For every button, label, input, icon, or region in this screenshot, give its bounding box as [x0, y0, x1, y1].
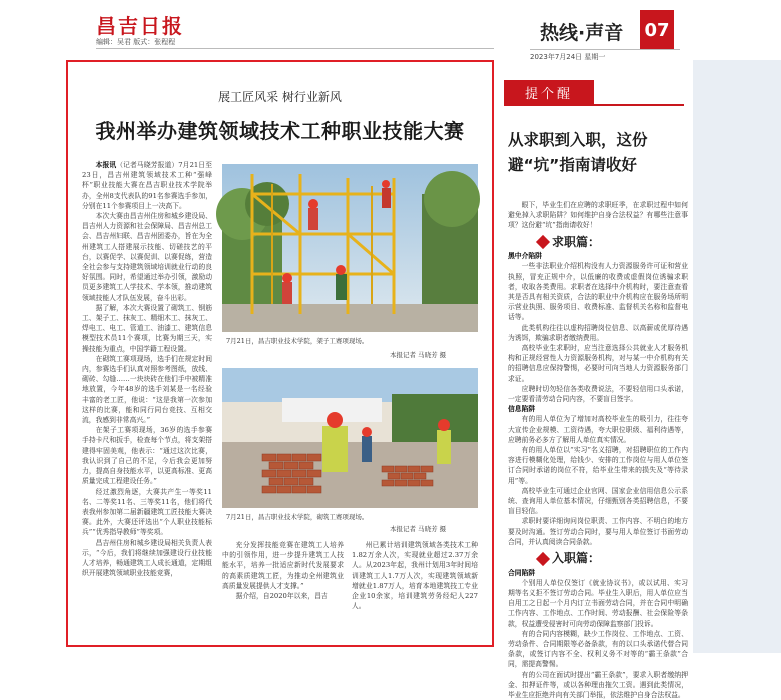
- story-paragraph: 在架子工赛项现场，36岁的选手参赛手持卡尺和扳手，检查每个节点，将支架搭建得牢固美观，他表示：“通过这次比赛，我认识到了自己的不足，今后我会更加努力，提高自身技能水平，以更高标准、更高质量完成工程建设任务。”: [82, 426, 212, 486]
- story-column-1: [82, 160, 212, 638]
- sidebar-paragraph: 有的用人单位以“实习”名义招聘，对招聘职位的工作内容进行模糊化处理，给钱少、安排的工作岗位与用人单位签订合同时承诺的岗位不符，给毕业生带来的损失及“等待录用”等。: [508, 445, 688, 485]
- section-title: 热线·声音: [540, 22, 624, 44]
- photo-caption: 7月21日，昌吉职业技术学院，砌筑工赛项现场。: [226, 513, 369, 521]
- section-rule: [530, 49, 680, 50]
- photo-credit: 本报记者 马晓芳 摄: [390, 525, 447, 533]
- masthead-rule: [96, 48, 494, 49]
- sidebar-paragraph: 有的合同内容模糊，缺少工作岗位、工作地点、工资、劳动条件、合同期限等必备条款，有的以口头承诺代替合同条款，或签订内容不全、权利义务不对等的“霸王条款”合同，需提高警惕。: [508, 629, 688, 669]
- sidebar-paragraph: 高校毕业生可通过企业官网、国家企业信用信息公示系统、查询用人单位基本情况，仔细甄别各类招聘信息，不要盲目轻信。: [508, 486, 688, 516]
- story-paragraph: 在砌筑工赛项现场，选手们在规定时间内，参赛选手们认真对照参考图纸，放线、砌砖、勾缝……一块块砖在他们手中被精准地放置，今年48岁的选手刘某是一名经验丰富的老工匠，他说：“这是我第一次参加这样的比赛，能和同行同台竞技、互相交流，我感到非常高兴。”: [82, 354, 212, 425]
- sidebar-intro: 眼下，毕业生们在应聘的求职旺季，在求职过程中如何避免掉入求职陷阱？如何维护自身合法权益？有哪些注意事项？这份避“坑”指南请收好！: [508, 201, 688, 230]
- reminder-rule: [504, 104, 684, 106]
- page-number-box: 07: [640, 10, 674, 50]
- section-heading-onboarding: 入职篇：: [538, 553, 688, 564]
- story-column-2: [222, 540, 344, 640]
- issue-date: 2023年7月24日 星期一: [530, 53, 606, 61]
- photo-scaffolding-contest: [222, 164, 478, 332]
- story-lead-paragraph: 本报讯（记者马晓芳报道）7月21日至23日，昌吉州建筑领域技术工种“强峰杯”职业技能大赛在昌吉职业技术学院举办，全州8支代表队的91名参赛选手参加，分别在11个参赛项目上一决高下。: [82, 161, 212, 210]
- subsection-heading: 合同陷阱: [508, 568, 536, 577]
- sidebar-paragraph: 求职时要详细询问岗位职责、工作内容、不明白的地方要及时沟通。签订劳动合同时，要与用人单位签订书面劳动合同，并认真阅读合同条款。: [508, 517, 688, 546]
- editor-credits: 编辑：吴君 版式：张程程: [96, 38, 176, 46]
- story-paragraph: 昌吉州住房和城乡建设局相关负责人表示，“今后，我们将继续加强建设行业技能人才培养，畅通建筑工人成长通道，定期组织开展建筑领域职业技能竞赛，: [82, 538, 212, 578]
- story-paragraph: 据了解，本次大赛设置了砌筑工、钢筋工、架子工、抹灰工、精细木工、抹灰工、焊电工、电工、管道工、油漆工、建筑信息模型技术员11个赛项，比赛为期三天，实操技能为重点，中国学籍工程设置。: [82, 303, 212, 353]
- story-kicker: 展工匠风采 树行业新风: [218, 90, 342, 104]
- section-heading-job-hunting: 求职篇：: [538, 237, 688, 248]
- sidebar-paragraph: 个别用人单位仅签订《就业协议书》，或以试用、实习期等名义拒不签订劳动合同。毕业生入职后，用人单位应当自用工之日起一个月内订立书面劳动合同，并在合同中明确工作内容、工作地点、工作时间、劳动报酬、社会保险等条款，权益遭受侵害时可向劳动保障监察部门投诉。: [508, 578, 688, 628]
- reminder-tag: 提个醒: [504, 80, 594, 104]
- story-paragraph: 据介绍，自2020年以来，昌吉: [235, 592, 328, 601]
- sidebar-paragraph: 高校毕业生求职时，应当注意选择公共就业人才服务机构和正规经营性人力资源服务机构，对与某一中介机构有关的招聘信息应保持警惕，必要时可向当地人力资源服务部门求证。: [508, 343, 688, 383]
- diamond-icon: [536, 235, 550, 249]
- photo-caption: 7月21日，昌吉职业技术学院，架子工赛项现场。: [226, 337, 369, 345]
- sidebar-paragraph: 应聘时切勿轻信各类收费说法，不要轻信用口头承诺，一定要看清劳动合同内容，不要盲目签字。: [508, 384, 688, 403]
- story-column-3: [352, 540, 478, 640]
- photo-credit: 本报记者 马晓芳 摄: [390, 351, 447, 359]
- story-paragraph: 充分发挥技能竞赛在建筑工人培养中的引领作用，进一步提升建筑工人技能水平，培养一批适应新时代发展要求的高素质建筑工匠，为推动全州建筑业高质量发展提供人才支撑。”: [222, 541, 344, 590]
- story-headline: 我州举办建筑领域技术工种职业技能大赛: [95, 119, 465, 143]
- right-edge-strip: [693, 60, 781, 653]
- subsection-heading: 信息陷阱: [508, 405, 536, 414]
- sidebar-headline: 从求职到入职，这份避“坑”指南请收好: [508, 131, 648, 174]
- sidebar-paragraph: 有的用人单位为了增加对高校毕业生的吸引力，往往夸大宣传企业规模、工资待遇，夸大职位职级、福利待遇等，应聘前务必多方了解用人单位真实情况。: [508, 415, 688, 444]
- sidebar-paragraph: 一些非法职业介绍机构没有人力资源服务许可证和营业执照，冒充正规中介，以低廉的收费或虚假岗位诱骗求职者，收取各类费用。求职者在选择中介机构时，要注意查看其是否具有相关资质，合法的职业中介机构应在服务场所明示营业执照、服务项目、收费标准、监督机关名称和监督电话等。: [508, 262, 688, 322]
- story-paragraph: 本次大赛由昌吉州住房和城乡建设局、昌吉州人力资源和社会保障局、昌吉州总工会、昌吉州妇联、昌吉州团委办，旨在为全州建筑工人搭建展示技能、切磋技艺的平台，以赛促学、以赛促训、以赛促练，营造全社会参与支持建筑领域培训就业行动的良好氛围。同时，希望通过举办引领，激励动员更多建筑工人学技术、学本领，推动建筑领域技能人才队伍发展，奋斗出彩。: [82, 212, 212, 302]
- subsection-heading: 黑中介陷阱: [508, 252, 542, 261]
- sidebar-paragraph: 此类机构往往以虚构招聘岗位信息、以高薪或优厚待遇为诱饵，欺骗求职者缴纳费用。: [508, 323, 688, 342]
- story-paragraph: 州已累计培训建筑领域各类技术工种1.82万余人次，实现就业超过2.37万余人。从2023年起，我州计划用3年时间培训建筑工人1.7万人次，实现建筑领域新增就业1.87万人，培育本地建筑技工专业企业10余家，培训建筑劳务经纪人227人。: [352, 541, 478, 611]
- newspaper-masthead: 昌吉日报: [96, 14, 184, 38]
- photo-bricklaying-contest: [222, 368, 478, 508]
- sidebar-column-1: [508, 200, 688, 699]
- story-paragraph: 经过激烈角逐，大赛共产生一等奖11名、二等奖11名、三等奖11名，他们将代表我州参加第二届新疆建筑工匠技能大赛决赛。此外，大赛还评选出“个人职业技能标兵”“优秀指导教师”等奖项。: [82, 487, 212, 537]
- sidebar-paragraph: 有的公司在面试时提出“霸王条款”，要求入职者缴纳押金、扣押证件等，或以各种理由拖欠工资。遇到此类情况，毕业生应拒绝并向有关部门举报，依法维护自身合法权益。: [508, 670, 688, 699]
- byline: 本报讯: [95, 161, 117, 169]
- diamond-icon: [536, 551, 550, 565]
